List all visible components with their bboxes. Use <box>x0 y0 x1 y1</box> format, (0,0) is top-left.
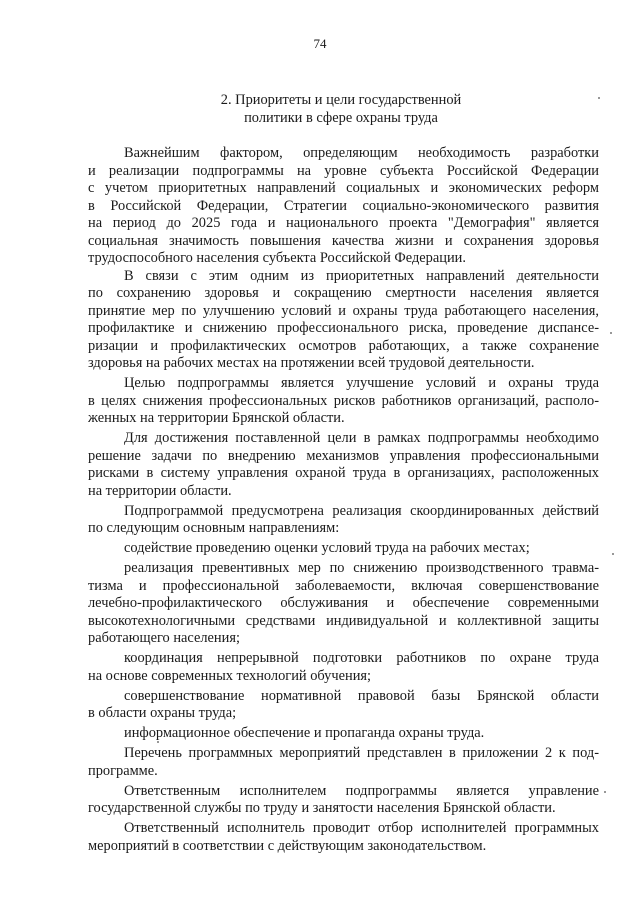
text-line: Перечень программных мероприятий представлен в приложении 2 к под- <box>124 745 599 761</box>
text-line: содействие проведению оценки условий труда на рабочих местах; <box>124 540 530 556</box>
text-line: здоровья на рабочих местах на протяжении всей трудовой деятельности. <box>88 355 535 371</box>
list-item <box>88 650 599 685</box>
list-item <box>88 725 599 743</box>
text-line: государственной службы по труду и занятости населения Брянской области. <box>88 800 556 816</box>
text-line: мероприятий в соответствии с действующим законодательством. <box>88 837 487 854</box>
text-line: рисками в систему управления охраной труда в организациях, расположенных <box>88 465 599 481</box>
scan-speck <box>612 553 614 555</box>
text-line: социальная значимость повышения качества жизни и сохранения здоровья <box>88 232 599 249</box>
text-line: на территории области. <box>88 482 232 499</box>
text-line: высокотехнологичными средствами индивидуальной и коллективной защиты <box>88 612 599 629</box>
section-title <box>150 91 532 127</box>
text-line: тизма и профессиональной заболеваемости, включая совершенствование <box>88 577 599 594</box>
paragraph <box>88 375 599 428</box>
text-line: информационное обеспечение и пропаганда охраны труда. <box>124 725 485 741</box>
paragraph <box>88 503 599 538</box>
list-item <box>88 540 599 558</box>
paragraph <box>88 268 599 373</box>
text-line: Целью подпрограммы является улучшение условий и охраны труда <box>124 375 599 391</box>
text-line: Ответственный исполнитель проводит отбор исполнителей программных <box>124 820 599 836</box>
paragraph <box>88 145 599 268</box>
body-text <box>88 145 599 855</box>
paragraph <box>88 783 599 818</box>
section-title-line: политики в сфере охраны труда <box>244 110 438 126</box>
text-line: реализация превентивных мер по снижению производственного травма- <box>124 560 599 576</box>
text-line: на основе современных технологий обучения; <box>88 667 372 684</box>
list-item <box>88 560 599 648</box>
text-line: программе. <box>88 762 158 779</box>
text-line: принятие мер по улучшению условий и охраны труда работающего населения, <box>88 302 599 319</box>
text-line: Подпрограммой предусмотрена реализация скоординированных действий <box>124 502 599 519</box>
text-line: в целях снижения профессиональных рисков работников организаций, располо- <box>88 392 599 409</box>
paragraph <box>88 430 599 500</box>
text-line: В связи с этим одним из приоритетных направлений деятельности <box>124 267 599 284</box>
text-line: решение задачи по внедрению механизмов управления профессиональными <box>88 447 599 464</box>
text-line: работающего населения; <box>88 630 240 646</box>
text-line: совершенствование нормативной правовой базы Брянской области <box>124 687 599 704</box>
paragraph <box>88 745 599 780</box>
text-line: в Российской Федерации, Стратегии социально-экономического развития <box>88 197 599 214</box>
text-line: Важнейшим фактором, определяющим необходимость разработки <box>124 145 599 161</box>
text-line: на период до 2025 года и национального проекта "Демография" является <box>88 215 599 231</box>
page-number: 74 <box>313 36 327 51</box>
text-line: в области охраны труда; <box>88 705 237 721</box>
text-line: профилактике и снижению профессионального риска, проведение диспансе- <box>88 320 599 336</box>
text-line: лечебно-профилактического обслуживания и обеспечение современными <box>88 595 599 611</box>
text-line: по сохранению здоровья и сокращению смертности населения является <box>88 285 599 301</box>
scan-speck <box>604 791 606 793</box>
scan-speck <box>157 741 159 743</box>
text-line: Для достижения поставленной цели в рамках подпрограммы необходимо <box>124 430 599 446</box>
list-item <box>88 688 599 723</box>
text-line: трудоспособного населения субъекта Российской Федерации. <box>88 250 466 266</box>
text-line: с учетом приоритетных направлений социальных и экономических реформ <box>88 180 599 196</box>
scan-speck <box>610 332 612 334</box>
text-line: и реализации подпрограммы на уровне субъекта Российской Федерации <box>88 162 599 179</box>
paragraph <box>88 820 599 855</box>
text-line: Ответственным исполнителем подпрограммы является управление <box>124 782 599 799</box>
text-line: ризации и профилактических осмотров работающих, а также сохранение <box>88 337 599 354</box>
section-title-line: 2. Приоритеты и цели государственной <box>220 92 462 108</box>
text-line: женных на территории Брянской области. <box>88 410 345 426</box>
text-line: по следующим основным направлениям: <box>88 520 340 536</box>
scan-speck <box>598 97 600 99</box>
text-line: координация непрерывной подготовки работников по охране труда <box>124 650 599 666</box>
